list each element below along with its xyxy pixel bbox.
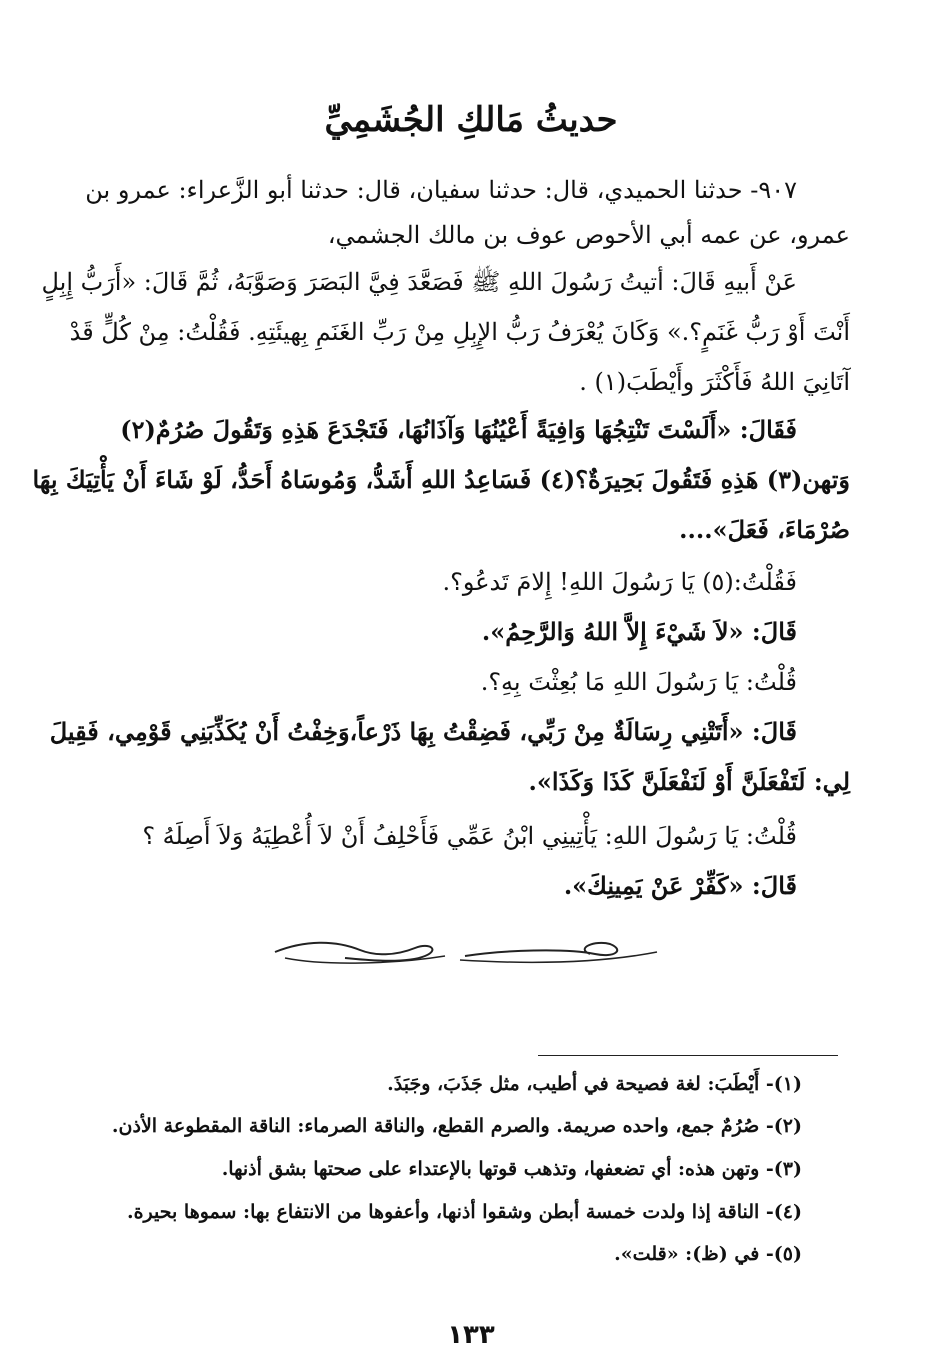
decorative-ornament bbox=[265, 930, 665, 970]
text-line: قَالَ: «كَفِّرْ عَنْ يَمِينِكَ». bbox=[563, 871, 797, 900]
footnote: (٣)- وتهن هذه: أي تضعفها، وتذهب قوتها بالإعتداء على صحتها بشق أذنها. bbox=[221, 1158, 802, 1180]
text-line: عمرو، عن عمه أبي الأحوص عوف بن مالك الجشمي، bbox=[327, 221, 850, 249]
text-line: ٩٠٧- حدثنا الحميدي، قال: حدثنا سفيان، قال: حدثنا أبو الزَّعراء: عمرو بن bbox=[85, 176, 797, 204]
footnote-separator bbox=[538, 1055, 838, 1056]
footnote: (١)- أَيْطَبَ: لغة فصيحة في أطيب، مثل جَذَبَ، وجَبَذَ. bbox=[387, 1073, 802, 1095]
text-line: قَالَ: «لاَ شَيْءَ إِلاَّ اللهُ وَالرَّحِمُ». bbox=[481, 617, 797, 646]
text-line: فَقُلْتُ:(٥) يَا رَسُولَ اللهِ! إِلامَ تَدعُو؟. bbox=[442, 568, 797, 596]
text-line: لِي: لَتَفْعَلَنَّ أَوْ لَنَفْعَلَنَّ كَذَا وَكَذَا». bbox=[528, 767, 850, 796]
text-line: آتَانِيَ اللهُ فَأَكْثَرَ وأَيْطَبَ(١) . bbox=[579, 368, 850, 396]
footnote: (٥)- في (ظ): «قلت». bbox=[614, 1243, 802, 1265]
text-line: أَنْتَ أَوْ رَبُّ غَنَمٍ؟.» وَكَانَ يُعْرَفُ رَبُّ الإِبِلِ مِنْ رَبِّ الغَنَمِ بِهيئَتِهِ. فَقُلْتُ: مِنْ كُلٍّ قَدْ bbox=[69, 318, 850, 346]
footnote: (٤)- الناقة إذا ولدت خمسة أبطن وشقوا أذنها، وأعفوها من الانتفاع بها: سموها بحيرة. bbox=[126, 1201, 802, 1223]
page-number: ١٣٣ bbox=[447, 1320, 495, 1350]
text-line: صُرْمَاءَ، فَعَلَ».... bbox=[679, 515, 850, 544]
text-line: قَالَ: «أَتَتْنِي رِسَالَةٌ مِنْ رَبِّي، فَضِقْتُ بِهَا ذَرْعاً،وَخِفْتُ أَنْ يُكَذِّبَنِي قَوْمِي، فَقِيلَ bbox=[49, 717, 797, 746]
text-line: فَقَالَ: «أَلَسْتَ تَنْتِجُهَا وَافِيَةً أَعْيُنُهَا وَآذَانُهَا، فَتَجْدَعَ هَذِهِ وَتَقُولَ صُرُمٌ(٢) bbox=[120, 415, 797, 444]
text-line: قُلْتُ: يَا رَسُولَ اللهِ مَا بُعِثْتَ بِهِ؟. bbox=[480, 668, 797, 696]
text-line: عَنْ أَبيهِ قَالَ: أتيتُ رَسُولَ اللهِ ﷺ فَصَعَّدَ فِيَّ البَصَرَ وَصَوَّبَهُ، ثُمَّ قَالَ: «أَرَبُّ إِبِلٍ bbox=[41, 268, 797, 296]
footnote: (٢)- صُرُمٌ جمع، واحده صريمة. والصرم القطع، والناقة الصرماء: الناقة المقطوعة الأذن. bbox=[111, 1115, 802, 1137]
text-line: قُلْتُ: يَا رَسُولَ اللهِ: يَأْتِينِي ابْنُ عَمِّي فَأَحْلِفُ أَنْ لاَ أُعْطِيَهُ وَلاَ أَصِلَهُ ؟ bbox=[142, 822, 797, 850]
page-title: حديثُ مَالكِ الجُشَمِيِّ bbox=[324, 100, 618, 140]
text-line: وَتهن(٣) هَذِهِ فَتَقُولَ بَحِيرَةٌ؟(٤) فَسَاعِدُ اللهِ أَشَدُّ، وَمُوسَاهُ أَحَدُّ، لَوْ شَاءَ أَنْ يَأْتِيَكَ بِهَا bbox=[32, 465, 850, 494]
